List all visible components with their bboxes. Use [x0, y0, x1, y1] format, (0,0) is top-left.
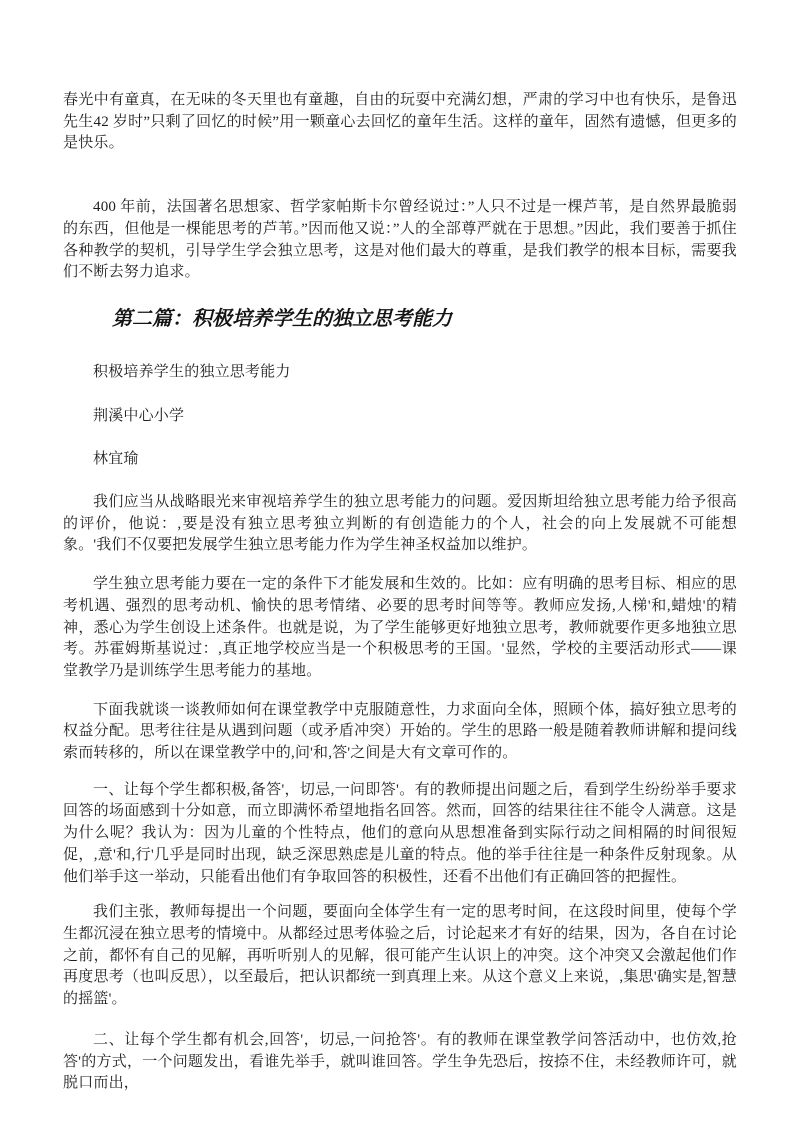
paragraph-point-one-prepare-answers: 一、让每个学生都积极,备答'，切忌,一问即答'。有的教师提出问题之后，看到学生纷纷举手要求回答的场面感到十分如意，而立即满怀希望地指名回答。然而，回答的结果往往不能令人满意。这是为什么呢？我认为：因为儿童的个性特点，他们的意向从思想准备到实际行动之间相隔的时间很短促，,意'和,行'几乎是同时出现，缺乏深思熟虑是儿童的特点。他的举手往往是一种条件反射现象。从他们举手这一举动，只能看出他们有争取回答的积极性，还看不出他们有正确回答的把握性。 [63, 781, 737, 885]
paragraph-childhood-continued: 春光中有童真，在无味的冬天里也有童趣，自由的玩耍中充满幻想，严肃的学习中也有快乐，是鲁迅先生42 岁时”只剩了回忆的时候”用一颗童心去回忆的童年生活。这样的童年，固然有遗憾，但更多的是快乐。 [63, 92, 737, 152]
paragraph-thinking-conditions: 学生独立思考能力要在一定的条件下才能发展和生效的。比如：应有明确的思考目标、相应的思考机遇、强烈的思考动机、愉快的思考情绪、必要的思考时间等等。教师应发扬,人梯'和,蜡烛'的精神，悉心为学生创设上述条件。也就是说，为了学生能够更好地独立思考，教师就要作更多地独立思考。苏霍姆斯基说过：,真正地学校应当是一个积极思考的王国。'显然，学校的主要活动形式——课堂教学乃是训练学生思考能力的基地。 [63, 576, 737, 679]
subtitle-school-name: 荆溪中心小学 [93, 407, 185, 424]
section-heading: 第二篇：积极培养学生的独立思考能力 [112, 307, 452, 330]
paragraph-point-two-answer-chance: 二、让每个学生都有机会,回答'，切忌,一问抢答'。有的教师在课堂教学问答活动中，也仿效,抢答'的方式，一个问题发出，看谁先举手，就叫谁回答。学生争先恐后，按捺不住，未经教师许可，就脱口而出， [63, 1031, 737, 1092]
paragraph-strategic-view: 我们应当从战略眼光来审视培养学生的独立思考能力的问题。爱因斯坦给独立思考能力给予很高的评价，他说：,要是没有独立思考独立判断的有创造能力的个人，社会的向上发展就不可能想象。'我们不仅要把发展学生独立思考能力作为学生神圣权益加以维护。 [63, 494, 737, 554]
subtitle-author-name: 林宜瑜 [93, 451, 139, 468]
paragraph-thinking-time: 我们主张，教师每提出一个问题，要面向全体学生有一定的思考时间，在这段时间里，使每个学生都沉浸在独立思考的情境中。从都经过思考体验之后，讨论起来才有好的结果，因为，各自在讨论之前，都怀有自己的见解，再听听别人的见解，很可能产生认识上的冲突。这个冲突又会激起他们作再度思考（也叫反思），以至最后，把认识都统一到真理上来。从这个意义上来说，,集思'确实是,智慧的摇篮'。 [63, 904, 737, 1008]
subtitle-article-title: 积极培养学生的独立思考能力 [93, 363, 291, 380]
paragraph-pascal-quote: 400 年前，法国著名思想家、哲学家帕斯卡尔曾经说过：”人只不过是一棵芦苇，是自然界最脆弱的东西，但他是一棵能思考的芦苇。”因而他又说：”人的全部尊严就在于思想。”因此，我们要善于抓住各种教学的契机，引导学生学会独立思考，这是对他们最大的尊重，是我们教学的根本目标，需要我们不断去努力追求。 [63, 199, 737, 281]
paragraph-classroom-teaching: 下面我就谈一谈教师如何在课堂教学中克服随意性，力求面向全体，照顾个体，搞好独立思考的权益分配。思考往往是从遇到问题（或矛盾冲突）开始的。学生的思路一般是随着教师讲解和提问线索而转移的，所以在课堂教学中的,问'和,答'之间是大有文章可作的。 [63, 701, 737, 762]
